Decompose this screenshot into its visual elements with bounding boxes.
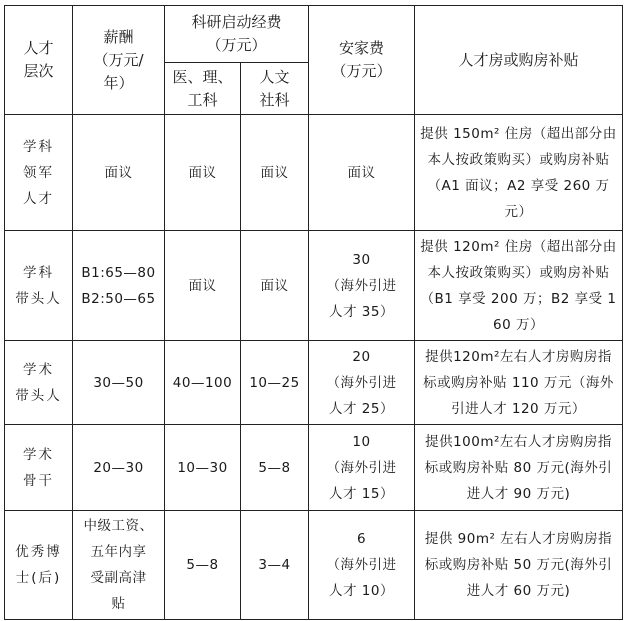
row-research-hum: 面议 — [241, 115, 309, 231]
row-level: 学科 领军 人才 — [5, 115, 73, 231]
row-settle-fee: 面议 — [309, 115, 415, 231]
table-row — [5, 425, 623, 511]
table-row — [5, 115, 623, 231]
row-salary: 中级工资、 五年内享 受副高津 贴 — [73, 511, 165, 620]
row-salary: 20—30 — [73, 425, 165, 511]
row-research-hum: 10—25 — [241, 341, 309, 425]
row-housing: 提供 150m² 住房（超出部分由本人按政策购买）或购房补贴（A1 面议；A2 享受 260 万元） — [415, 115, 623, 231]
row-research-hum: 3—4 — [241, 511, 309, 620]
row-housing: 提供120m²左右人才房购房指标或购房补贴 110 万元（海外引进人才 120 万元） — [415, 341, 623, 425]
row-research-sci: 面议 — [165, 115, 241, 231]
row-salary: B1:65—80 B2:50—65 — [73, 231, 165, 341]
row-salary: 30—50 — [73, 341, 165, 425]
row-salary: 面议 — [73, 115, 165, 231]
row-research-sci: 10—30 — [165, 425, 241, 511]
talent-policy-table — [4, 5, 623, 620]
row-settle-fee: 6 （海外引进 人才 10） — [309, 511, 415, 620]
header-level: 人才 层次 — [5, 6, 73, 115]
row-housing: 提供100m²左右人才房购房指标或购房补贴 80 万元(海外引进人才 90 万元) — [415, 425, 623, 511]
table-row — [5, 231, 623, 341]
row-settle-fee: 30 （海外引进 人才 35） — [309, 231, 415, 341]
row-research-hum: 5—8 — [241, 425, 309, 511]
table-row — [5, 341, 623, 425]
row-level: 学科 带头人 — [5, 231, 73, 341]
row-level: 优秀博 士(后) — [5, 511, 73, 620]
header-research-sci: 医、理、 工科 — [165, 63, 241, 115]
header-housing: 人才房或购房补贴 — [415, 6, 623, 115]
row-research-sci: 40—100 — [165, 341, 241, 425]
row-housing: 提供 120m² 住房（超出部分由本人按政策购买）或购房补贴（B1 享受 200 万；B2 享受 160 万） — [415, 231, 623, 341]
header-salary: 薪酬 （万元/ 年） — [73, 6, 165, 115]
row-settle-fee: 20 （海外引进 人才 25） — [309, 341, 415, 425]
row-research-hum: 面议 — [241, 231, 309, 341]
row-research-sci: 面议 — [165, 231, 241, 341]
row-research-sci: 5—8 — [165, 511, 241, 620]
table-row — [5, 511, 623, 620]
header-research-fund: 科研启动经费 （万元） — [165, 6, 309, 63]
row-level: 学术 骨干 — [5, 425, 73, 511]
header-row — [5, 6, 623, 63]
header-settle-fee: 安家费 （万元） — [309, 6, 415, 115]
row-level: 学术 带头人 — [5, 341, 73, 425]
row-housing: 提供 90m² 左右人才房购房指标或购房补贴 50 万元(海外引进人才 60 万元) — [415, 511, 623, 620]
header-research-hum: 人文 社科 — [241, 63, 309, 115]
row-settle-fee: 10 （海外引进 人才 15） — [309, 425, 415, 511]
